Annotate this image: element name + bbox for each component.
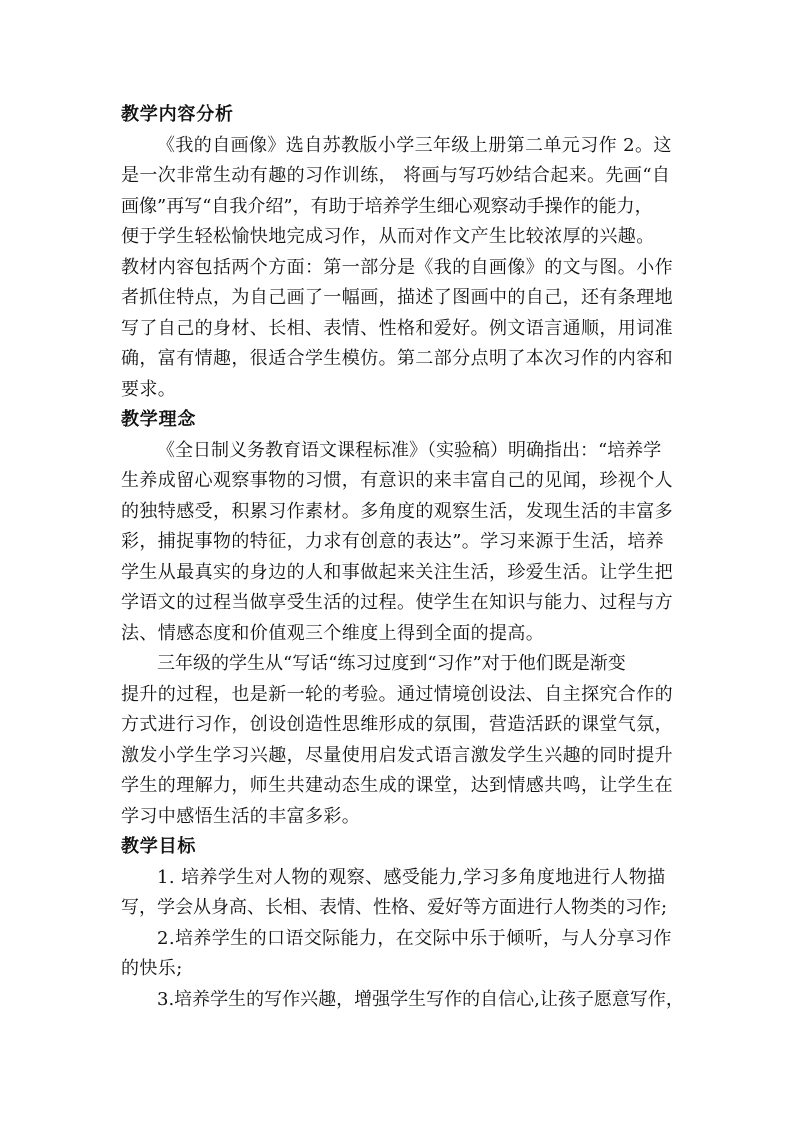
paragraph-line: 者抓住特点，为自己画了一幅画，描述了图画中的自己，还有条理地 [121,287,673,308]
paragraph-line: 提升的过程，也是新一轮的考验。通过情境创设法、自主探究合作的 [121,683,673,705]
objective-line: 写，学会从身高、长相、表情、性格、爱好等方面进行人物类的习作; [121,897,668,918]
paragraph-line: 学语文的过程当做享受生活的过程。使学生在知识与能力、过程与方 [121,592,673,613]
paragraph-line: 三年级的学生从“写话“练习过度到“习作”对于他们既是渐变 [157,653,626,674]
paragraph-line: 是一次非常生动有趣的习作训练， 将画与写巧妙结合起来。先画“自 [121,165,671,186]
paragraph-line: 画像”再写“自我介绍”，有助于培养学生细心观察动手操作的能力， [121,195,653,217]
objective-line: 3.培养学生的写作兴趣，增强学生写作的自信心,让孩子愿意写作， [157,988,684,1010]
paragraph-line: 激发小学生学习兴趣，尽量使用启发式语言激发学生兴趣的同时提升 [121,744,673,766]
document-page [121,100,684,1015]
objective-line: 1. 培养学生对人物的观察、感受能力,学习多角度地进行人物描 [157,866,666,888]
objective-line: 2.培养学生的口语交际能力，在交际中乐于倾听，与人分享习作 [157,927,672,949]
paragraph-line: 彩，捕捉事物的特征，力求有创意的表达”。学习来源于生活，培养 [121,531,665,552]
paragraph-line: 便于学生轻松愉快地完成习作，从而对作文产生比较浓厚的兴趣。 [121,226,655,247]
section-heading-teaching-philosophy: 教学理念 [121,409,197,430]
paragraph-line: 学生的理解力，师生共建动态生成的课堂，达到情感共鸣，让学生在 [121,775,673,796]
paragraph-line: 《我的自画像》选自苏教版小学三年级上册第二单元习作 2。这 [157,134,672,156]
paragraph-line: 教材内容包括两个方面：第一部分是《我的自画像》的文与图。小作 [121,256,673,278]
paragraph-line: 生养成留心观察事物的习惯，有意识的来丰富自己的见闻，珍视个人 [121,470,673,491]
paragraph-line: 要求。 [121,378,177,400]
section-heading-teaching-objectives: 教学目标 [121,836,197,857]
paragraph-line: 写了自己的身材、长相、表情、性格和爱好。例文语言通顺，用词准 [121,317,673,339]
paragraph-line: 学习中感悟生活的丰富多彩。 [121,805,361,827]
paragraph-line: 确，富有情趣，很适合学生模仿。第二部分点明了本次习作的内容和 [121,348,673,369]
section-heading-content-analysis: 教学内容分析 [121,104,234,125]
paragraph-line: 《全日制义务教育语文课程标准》（实验稿）明确指出：“培养学 [157,439,662,461]
paragraph-line: 学生从最真实的身边的人和事做起来关注生活，珍爱生活。让学生把 [121,561,673,583]
paragraph-line: 的独特感受，积累习作素材。多角度的观察生活，发现生活的丰富多 [121,500,673,522]
objective-line: 的快乐; [121,958,183,979]
paragraph-line: 法、情感态度和价值观三个维度上得到全面的提高。 [121,622,545,644]
paragraph-line: 方式进行习作，创设创造性思维形成的氛围，营造活跃的课堂气氛， [121,714,673,735]
